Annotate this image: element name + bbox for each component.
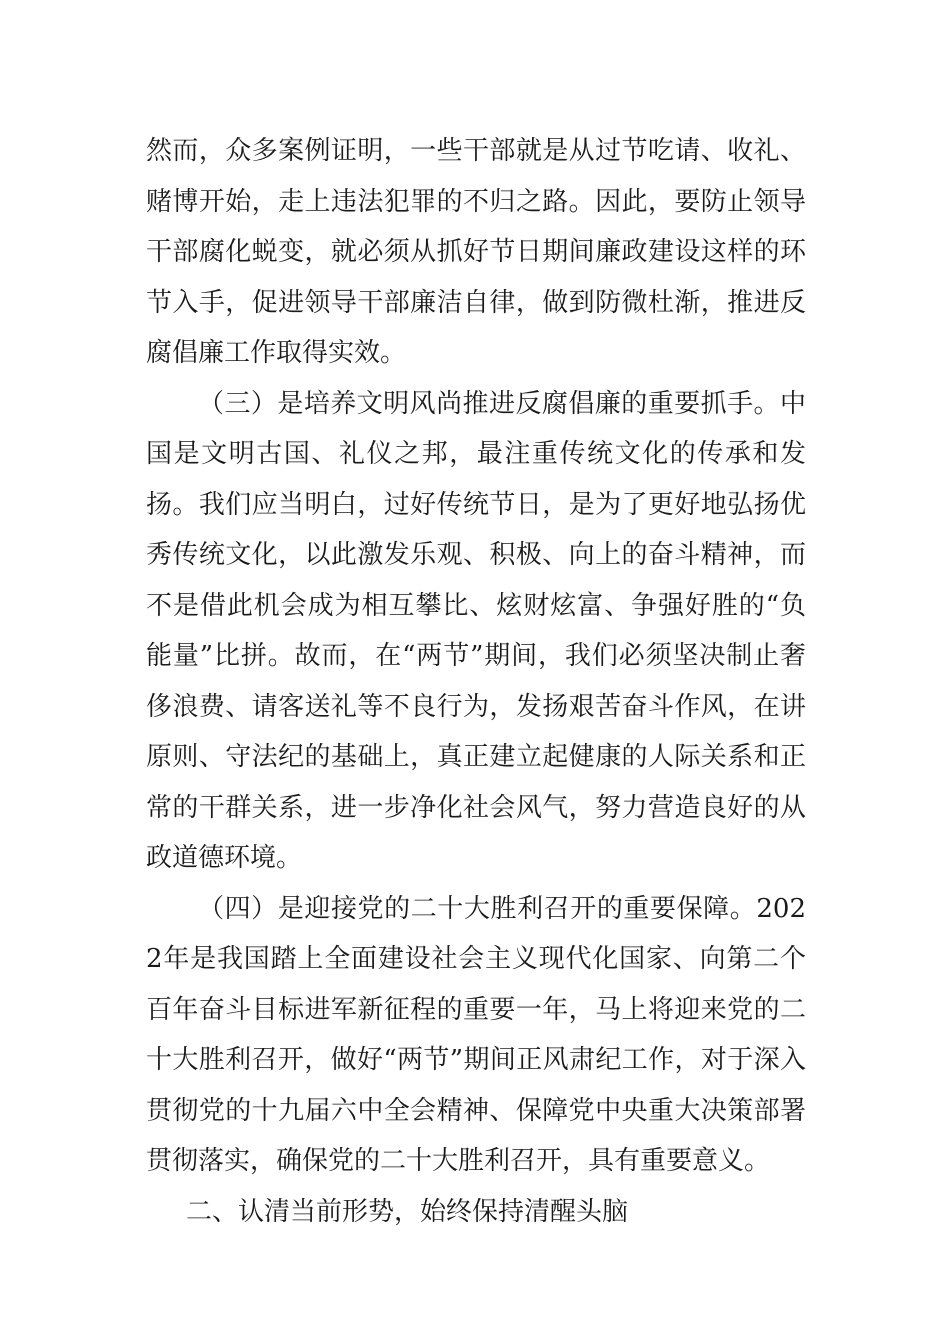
- paragraph-continuation: 然而，众多案例证明，一些干部就是从过节吃请、收礼、赌博开始，走上违法犯罪的不归之路。因此，要防止领导干部腐化蜕变，就必须从抓好节日期间廉政建设这样的环节入手，促进领导干部廉洁自律，做到防微杜渐，推进反腐倡廉工作取得实效。: [146, 136, 806, 368]
- paragraph-point-three: （三）是培养文明风尚推进反腐倡廉的重要抓手。中国是文明古国、礼仪之邦，最注重传统文化的传承和发扬。我们应当明白，过好传统节日，是为了更好地弘扬优秀传统文化，以此激发乐观、积极、向上的奋斗精神，而不是借此机会成为相互攀比、炫财炫富、争强好胜的“负能量”比拼。故而，在“两节”期间，我们必须坚决制止奢侈浪费、请客送礼等不良行为，发扬艰苦奋斗作风，在讲原则、守法纪的基础上，真正建立起健康的人际关系和正常的干群关系，进一步净化社会风气，努力营造良好的从政道德环境。: [146, 388, 806, 873]
- paragraph-point-four: （四）是迎接党的二十大胜利召开的重要保障。2022年是我国踏上全面建设社会主义现代化国家、向第二个百年奋斗目标进军新征程的重要一年，马上将迎来党的二十大胜利召开，做好“两节”期间正风肃纪工作，对于深入贯彻党的十九届六中全会精神、保障党中央重大决策部署贯彻落实，确保党的二十大胜利召开，具有重要意义。: [146, 893, 806, 1176]
- section-heading: 二、认清当前形势，始终保持清醒头脑: [186, 1196, 629, 1227]
- document-body: [146, 126, 806, 1237]
